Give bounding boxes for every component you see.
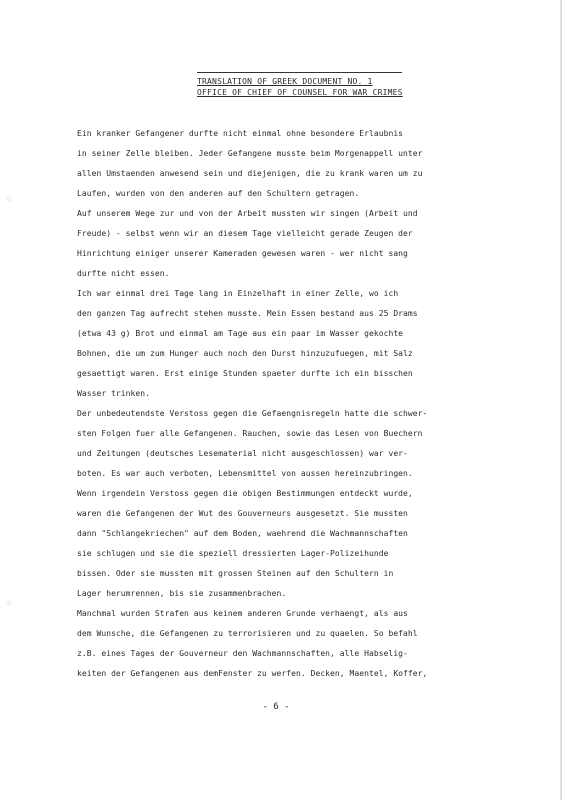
text-line: Hinrichtung einiger unserer Kameraden gewesen waren - wer nicht sang (77, 249, 408, 258)
text-line: in seiner Zelle bleiben. Jeder Gefangene musste beim Morgenappell unter (77, 149, 423, 158)
text-line: allen Umstaenden anwesend sein und diejenigen, die zu krank waren um zu (77, 169, 423, 178)
text-line: Laufen, wurden von den anderen auf den Schultern getragen. (77, 189, 360, 198)
text-line: Der unbedeutendste Verstoss gegen die Gefaengnisregeln hatte die schwer- (77, 409, 428, 418)
text-line: sten Folgen fuer alle Gefangenen. Rauchen, sowie das Lesen von Buechern (77, 429, 423, 438)
text-line: Bohnen, die um zum Hunger auch noch den Durst hinzuzufuegen, mit Salz (77, 349, 413, 358)
text-line: gesaettigt waren. Erst einige Stunden spaeter durfte ich ein bisschen (77, 369, 413, 378)
document-body (77, 124, 552, 684)
text-line: den ganzen Tag aufrecht stehen musste. Mein Essen bestand aus 25 Drams (77, 309, 418, 318)
text-line: dem Wunsche, die Gefangenen zu terrorisieren und zu quaelen. So befahl (77, 629, 418, 638)
text-line: bissen. Oder sie mussten mit grossen Steinen auf den Schultern in (77, 569, 394, 578)
text-line: boten. Es war auch verboten, Lebensmittel von aussen hereinzubringen. (77, 469, 413, 478)
text-line: durfte nicht essen. (77, 269, 170, 278)
page-edge-shadow (560, 0, 562, 800)
text-line: Manchmal wurden Strafen aus keinem anderen Grunde verhaengt, als aus (77, 609, 408, 618)
text-line: Ein kranker Gefangener durfte nicht einmal ohne besondere Erlaubnis (77, 129, 404, 138)
header-rule (197, 72, 402, 73)
text-line: Lager herumrennen, bis sie zusammenbrachen. (77, 589, 287, 598)
text-line: keiten der Gefangenen aus demFenster zu werfen. Decken, Maentel, Koffer, (77, 669, 428, 678)
text-line: sie schlugen und sie die speziell dressierten Lager-Polizeihunde (77, 549, 389, 558)
text-line: Ich war einmal drei Tage lang in Einzelhaft in einer Zelle, wo ich (77, 289, 399, 298)
text-line: z.B. eines Tages der Gouverneur den Wachmannschaften, alle Habselig- (77, 649, 408, 658)
document-header (197, 72, 402, 98)
text-line: Freude) - selbst wenn wir an diesem Tage vielleicht gerade Zeugen der (77, 229, 413, 238)
punch-hole (6, 600, 12, 606)
text-line: Wasser trinken. (77, 389, 150, 398)
header-title-line-1: TRANSLATION OF GREEK DOCUMENT NO. 1 (197, 77, 373, 86)
text-line: waren die Gefangenen der Wut des Gouverneurs ausgesetzt. Sie mussten (77, 509, 408, 518)
page-number: - 6 - (262, 702, 290, 712)
punch-hole (6, 196, 12, 202)
text-line: dann "Schlangekriechen" auf dem Boden, waehrend die Wachmannschaften (77, 529, 408, 538)
header-title-line-2: OFFICE OF CHIEF OF COUNSEL FOR WAR CRIMES (197, 88, 403, 97)
text-line: (etwa 43 g) Brot und einmal am Tage aus ein paar im Wasser gekochte (77, 329, 404, 338)
text-line: Auf unserem Wege zur und von der Arbeit mussten wir singen (Arbeit und (77, 209, 418, 218)
text-line: und Zeitungen (deutsches Lesematerial nicht ausgeschlossen) war ver- (77, 449, 408, 458)
text-line: Wenn irgendein Verstoss gegen die obigen Bestimmungen entdeckt wurde, (77, 489, 413, 498)
